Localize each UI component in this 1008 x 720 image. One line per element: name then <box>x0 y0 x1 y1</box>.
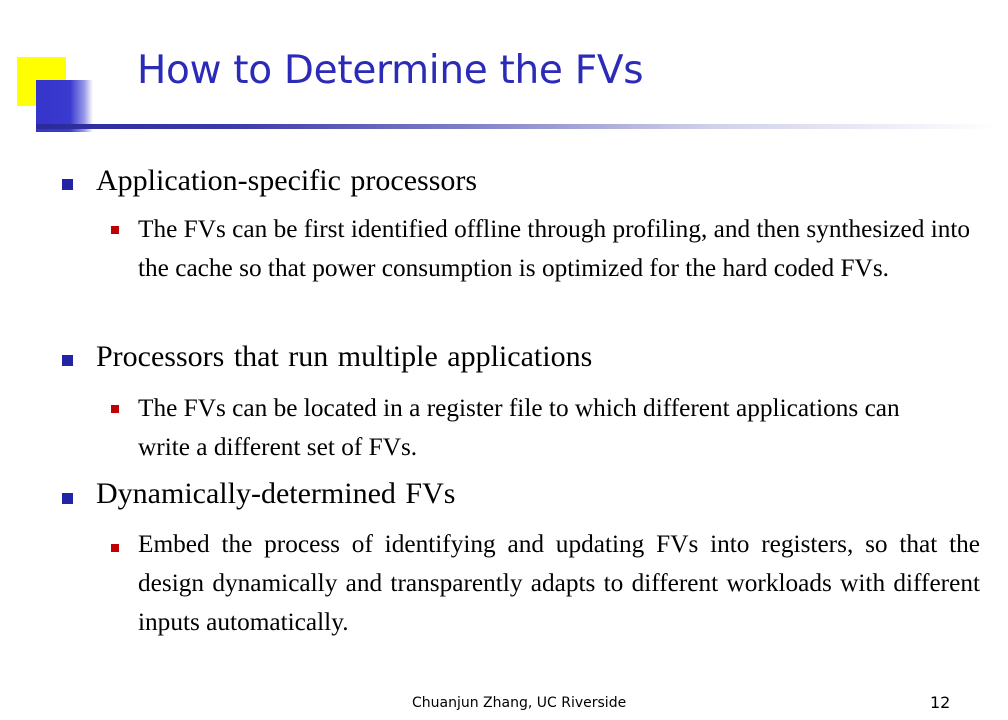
bullet-square-icon <box>62 493 73 504</box>
bullet-item-1: Application-specific processors <box>96 164 478 197</box>
footer-author: Chuanjun Zhang, UC Riverside <box>412 695 627 711</box>
sub-bullet-square-icon <box>111 544 119 552</box>
title-underline <box>36 124 998 129</box>
sub-bullet-item-3: Embed the process of identifying and updating FVs into registers, so that the design dynamically and transparently adapts to different workloads with different inputs automatically. <box>138 530 980 636</box>
page-number: 12 <box>930 693 951 712</box>
sub-bullet-item-1: The FVs can be first identified offline through profiling, and then synthesized into the cache so that power consumption is optimized for the hard coded FVs. <box>138 215 971 282</box>
bullet-item-3: Dynamically-determined FVs <box>96 477 456 510</box>
bullet-square-icon <box>62 179 73 190</box>
sub-bullet-item-2: The FVs can be located in a register file to which different applications can write a different set of FVs. <box>138 394 900 461</box>
bullet-square-icon <box>62 355 73 366</box>
sub-bullet-square-icon <box>111 405 119 413</box>
bullet-item-2: Processors that run multiple applications <box>96 340 593 373</box>
sub-bullet-square-icon <box>111 226 119 234</box>
slide-title: How to Determine the FVs <box>137 48 644 93</box>
